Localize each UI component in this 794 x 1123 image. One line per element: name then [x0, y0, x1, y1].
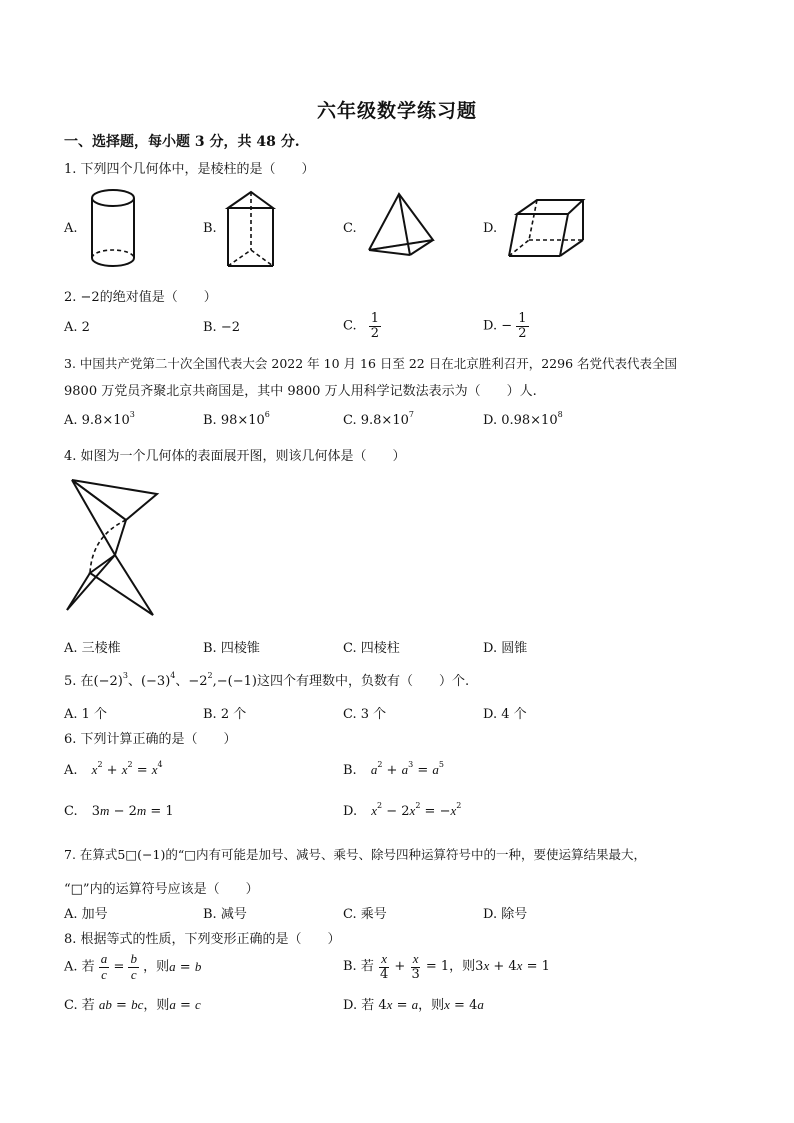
page-title: 六年级数学练习题 — [316, 100, 477, 122]
q6-option-a-formula: $x^2 + x^2 = x^4$ — [91, 760, 163, 778]
q7-option-a: A. 加号 — [64, 907, 108, 922]
q6-option-a-label: A. — [64, 763, 78, 778]
q6-option-b-label: B. — [343, 763, 357, 778]
q3-option-d-text: D. 0.98×10 — [483, 413, 558, 428]
fraction-denominator: 2 — [518, 325, 527, 341]
q1-option-d-label: D. — [483, 221, 498, 236]
q8-option-d-post: ，则 — [418, 998, 445, 1013]
q4-option-d: D. 圆锥 — [483, 641, 528, 656]
q1-option-c-label: C. — [343, 221, 357, 236]
q3-option-a-text: A. 9.8×10 — [64, 413, 130, 428]
fraction-denominator: 4 — [379, 966, 389, 982]
q1-option-b-label: B. — [203, 221, 217, 236]
q8-option-b-result: 3x + 4x = 1 — [475, 958, 550, 975]
q8-option-d-condition: 4x = a — [378, 997, 419, 1013]
question-3-line-1: 3. 中国共产党第二十次全国代表大会 2022 年 10 月 16 日至 22 日在北京胜利召开，2296 名党代表代表全国 — [64, 356, 678, 371]
fraction — [516, 312, 528, 340]
q3-option-a — [64, 410, 135, 428]
exponent: 7 — [408, 410, 414, 419]
question-7-line-1 — [64, 845, 646, 863]
q2-option-d — [483, 312, 529, 340]
frustum-figure — [503, 196, 585, 260]
q6-option-a — [64, 762, 163, 778]
exponent: 4 — [170, 671, 176, 680]
q2-option-a: A. 2 — [64, 320, 90, 335]
q7-expression: 5□(−1) — [117, 847, 166, 862]
q5-option-a: A. 1 个 — [64, 707, 108, 722]
triangular-prism-figure — [222, 188, 282, 272]
q2-option-b: B. −2 — [203, 320, 240, 335]
q8-option-d — [343, 994, 484, 1013]
q8-option-d-result: x = 4a — [444, 997, 484, 1013]
cylinder-figure — [88, 188, 138, 272]
q5-post-text: 这四个有理数中，负数有（ ）个. — [256, 674, 470, 689]
q8-option-c-post: ，则 — [143, 998, 170, 1013]
exponent: 8 — [557, 410, 563, 419]
fraction-denominator: c — [101, 966, 107, 982]
fraction-denominator: 3 — [411, 966, 420, 982]
q5-option-c: C. 3 个 — [343, 707, 387, 722]
fraction — [378, 952, 390, 981]
q8-option-c-condition: ab = bc — [98, 997, 144, 1013]
q6-option-d-label: D. — [343, 804, 358, 819]
fraction-numerator: 1 — [370, 311, 380, 326]
fraction-numerator: b — [130, 951, 137, 966]
fraction-numerator: x — [381, 951, 387, 966]
q8-option-d-pre: D. 若 — [343, 998, 375, 1013]
q4-option-a: A. 三棱椎 — [64, 641, 121, 656]
q8-option-a-pre: A. 若 — [64, 959, 95, 975]
q6-option-c-formula: 3m − 2m = 1 — [91, 803, 174, 819]
q3-option-c-text: C. 9.8×10 — [343, 413, 409, 428]
question-6-stem: 6. 下列计算正确的是（ ） — [64, 732, 237, 747]
q2-option-c — [343, 312, 381, 340]
fraction-numerator: 1 — [518, 311, 527, 326]
exponent: 6 — [264, 410, 270, 419]
section-heading: 一、选择题，每小题 3 分，共 48 分. — [64, 134, 300, 150]
fraction — [128, 952, 139, 982]
question-3-line-2: 9800 万党员齐聚北京共商国是，其中 9800 万人用科学记数法表示为（ ）人. — [64, 384, 537, 399]
q8-option-b-pre: B. 若 — [343, 959, 374, 975]
q7-pre-text: 7. 在算式 — [64, 847, 118, 862]
q4-option-b: B. 四棱锥 — [203, 641, 260, 656]
q8-option-a-post: ，则 — [143, 959, 170, 975]
q8-option-a: A. 若 $\frac{a}{c}$ = $\frac{b}{c}$ ，则a = b — [64, 951, 202, 982]
q2-option-d-label: D. − — [483, 318, 513, 334]
question-1-stem: 1. 下列四个几何体中，是棱柱的是（ ） — [64, 162, 315, 177]
q6-option-b — [343, 762, 444, 778]
fraction-denominator: c — [130, 966, 137, 982]
q5-option-b: B. 2 个 — [203, 707, 247, 722]
q6-option-d-formula: $x^2 - 2x^2 = -x^2$ — [371, 801, 462, 819]
fraction — [409, 952, 421, 981]
fraction — [369, 312, 381, 340]
question-7-line-2: “□”内的运算符号应该是（ ） — [64, 882, 259, 897]
question-5-stem — [64, 670, 469, 689]
q1-option-a-label: A. — [64, 221, 78, 236]
q5-option-d: D. 4 个 — [483, 707, 527, 722]
q6-option-c-label: C. — [64, 804, 78, 819]
q8-option-c-result: a = c — [169, 997, 201, 1013]
question-8-stem: 8. 根据等式的性质，下列变形正确的是（ ） — [64, 932, 341, 947]
question-4-stem: 4. 如图为一个几何体的表面展开图，则该几何体是（ ） — [64, 449, 406, 464]
q2-option-c-label: C. — [343, 318, 357, 334]
q7-option-d: D. 除号 — [483, 907, 528, 922]
fraction — [99, 952, 110, 982]
q8-option-b: B. 若 $\frac{x}{4}$ + $\frac{x}{3}$ = 1，则3x + 4x = 1 — [343, 951, 550, 982]
q4-option-c: C. 四棱柱 — [343, 641, 400, 656]
net-figure — [64, 476, 162, 618]
q7-option-b: B. 减号 — [203, 907, 247, 922]
q8-option-c-pre: C. 若 — [64, 998, 95, 1013]
q8-option-b-post: ，则 — [449, 959, 476, 975]
q8-option-a-result: a = b — [169, 958, 202, 975]
q7-option-c: C. 乘号 — [343, 907, 387, 922]
q6-option-c — [64, 803, 174, 819]
q5-pre-text: 5. 在 — [64, 674, 94, 689]
q3-option-b — [203, 410, 270, 428]
q8-option-c — [64, 994, 201, 1013]
q6-option-b-formula: $a^2 + a^3 = a^5$ — [370, 760, 444, 778]
q3-option-d — [483, 410, 563, 428]
exponent: 3 — [129, 410, 135, 419]
q5-term-3: 、−2 — [175, 674, 208, 689]
q5-term-2: 、(−3) — [127, 674, 171, 689]
question-2-stem: 2. −2的绝对值是（ ） — [64, 290, 217, 305]
exponent: 3 — [122, 671, 128, 680]
q5-term-1: (−2) — [93, 674, 123, 689]
q6-option-d — [343, 803, 461, 819]
tetrahedron-figure — [366, 190, 438, 260]
q5-term-4: ,−(−1) — [212, 674, 257, 689]
q7-post-text: 的“□内有可能是加号、减号、乘号、除号四种运算符号中的一种，要使运算结果最大， — [165, 847, 647, 862]
exponent: 2 — [207, 671, 213, 680]
q3-option-b-text: B. 98×10 — [203, 413, 265, 428]
fraction-numerator: a — [100, 951, 108, 966]
fraction-denominator: 2 — [370, 325, 380, 341]
q3-option-c — [343, 410, 414, 428]
fraction-numerator: x — [412, 951, 419, 966]
